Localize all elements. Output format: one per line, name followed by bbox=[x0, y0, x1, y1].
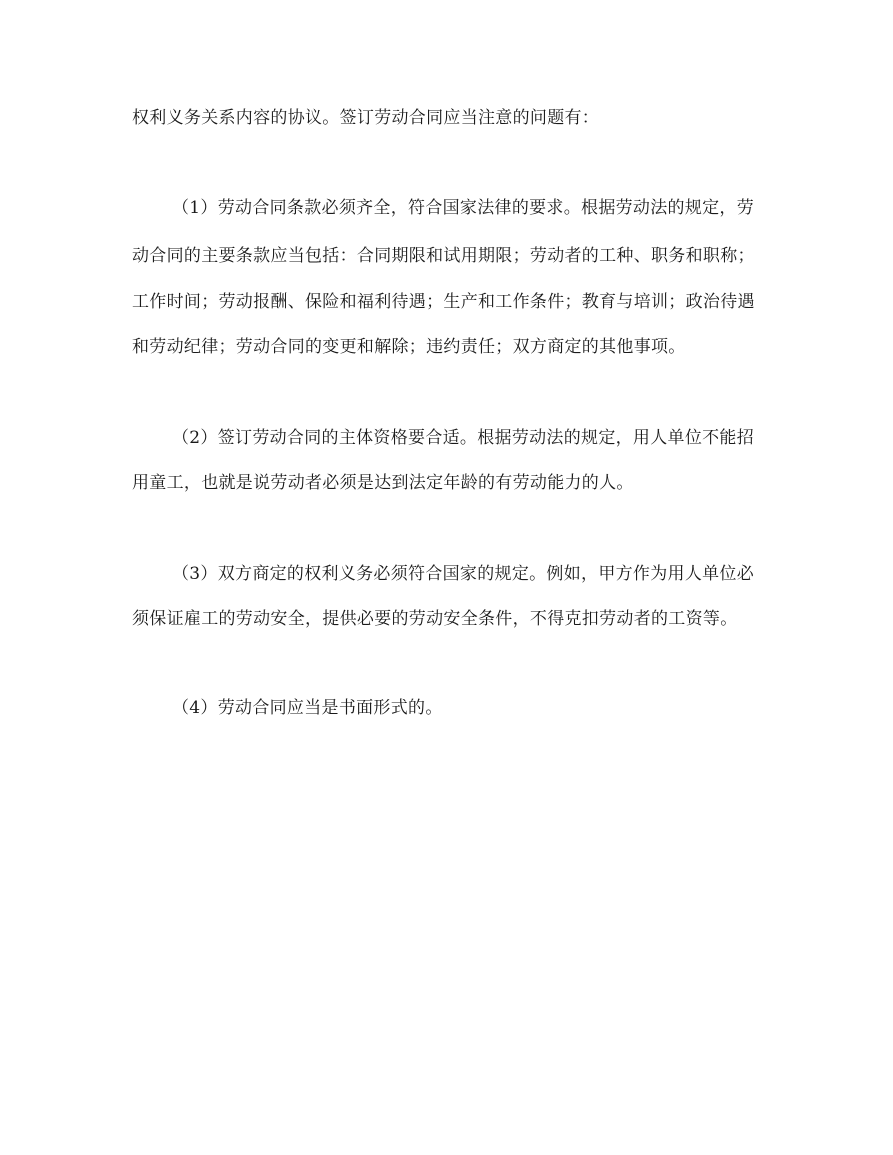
item-1-line-3: 工作时间；劳动报酬、保险和福利待遇；生产和工作条件；教育与培训；政治待遇 bbox=[132, 292, 755, 312]
item-3-line-1: （3）双方商定的权利义务必须符合国家的规定。例如，甲方作为用人单位必 bbox=[172, 564, 755, 584]
item-1-line-4: 和劳动纪律；劳动合同的变更和解除；违约责任；双方商定的其他事项。 bbox=[132, 337, 686, 357]
item-1-line-1: （1）劳动合同条款必须齐全，符合国家法律的要求。根据劳动法的规定，劳 bbox=[172, 198, 755, 218]
item-3-line-2: 须保证雇工的劳动安全，提供必要的劳动安全条件，不得克扣劳动者的工资等。 bbox=[132, 609, 738, 629]
item-2-line-1: （2）签订劳动合同的主体资格要合适。根据劳动法的规定，用人单位不能招 bbox=[172, 428, 755, 448]
intro-line: 权利义务关系内容的协议。签订劳动合同应当注意的问题有： bbox=[132, 108, 600, 128]
item-1-line-2: 动合同的主要条款应当包括：合同期限和试用期限；劳动者的工种、职务和职称； bbox=[132, 246, 755, 266]
item-4-line-1: （4）劳动合同应当是书面形式的。 bbox=[172, 698, 443, 718]
item-2-line-2: 用童工，也就是说劳动者必须是达到法定年龄的有劳动能力的人。 bbox=[132, 473, 634, 493]
